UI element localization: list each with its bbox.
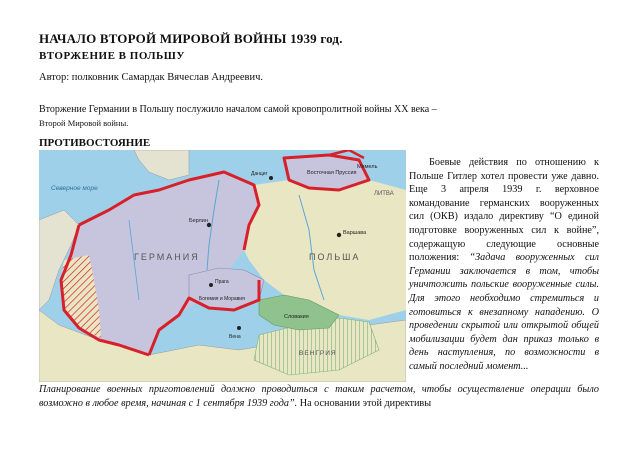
map-label-memel: Мемель	[357, 164, 378, 170]
map-label-berlin: Берлин	[189, 218, 208, 224]
map-label-hungary: ВЕНГРИЯ	[299, 350, 337, 357]
map-label-prague: Прага	[215, 279, 229, 285]
document-subtitle: ВТОРЖЕНИЕ В ПОЛЬШУ	[39, 50, 185, 62]
map-label-bohemia: Богемия и Моравия	[199, 296, 245, 302]
column-paragraph	[409, 156, 599, 374]
city-marker-danzig	[269, 176, 273, 180]
section-title: ПРОТИВОСТОЯНИЕ	[39, 137, 151, 149]
bottom-paragraph	[39, 383, 599, 410]
city-marker-warsaw	[337, 233, 341, 237]
map-label-danzig: Данциг	[251, 171, 268, 177]
bottom-text-italic: Планирование военных приготовлений должно проводиться с таким расчетом, чтобы осуществление операции было возможно в любое время, начиная с 1 сентября 1939 года”.	[39, 384, 599, 409]
bottom-text-regular: На основании этой директивы	[297, 397, 432, 409]
city-marker-vienna	[237, 326, 241, 330]
map-label-warsaw: Варшава	[343, 230, 367, 236]
city-marker-prague	[209, 283, 213, 287]
author-line: Автор: полковник Самардак Вячеслав Андреевич.	[39, 72, 263, 83]
right-column-text	[409, 156, 599, 374]
map-label-poland: ПОЛЬША	[309, 252, 361, 262]
map-label-lithuania: ЛИТВА	[374, 191, 394, 197]
column-text-regular: Боевые действия по отношению к Польше Гитлер хотел провести уже давно. Еще 3 апреля 1939 г. верховное командование германских вооруженных сил (ОКВ) издало директиву “О единой подготовке вооруженных сил к войне”, содержащую следующие основные положения:	[409, 157, 599, 264]
document-title: НАЧАЛО ВТОРОЙ МИРОВОЙ ВОЙНЫ 1939 год.	[39, 31, 343, 46]
column-text-italic: “Задача вооруженных сил Германии заключается в том, чтобы уничтожить польские вооруженные силы. Для этого необходимо стремиться и готовиться к внезапному нападению. О проведении скрытой или открытой общей мобилизации будет дан приказ только в день наступления, по возможности в самый последний момент...	[409, 252, 599, 372]
map-label-prussia: Восточная Пруссия	[307, 170, 357, 176]
map-label-vienna: Вена	[229, 334, 241, 340]
map-label-slovakia: Словакия	[284, 314, 309, 320]
map-label-sea: Северное море	[51, 185, 98, 192]
historical-map	[39, 150, 406, 382]
intro-text-line1: Вторжение Германии в Польшу послужило началом самой кровопролитной войны XX века –	[39, 104, 437, 115]
map-label-germany: ГЕРМАНИЯ	[134, 252, 200, 262]
intro-text-line2: Второй Мировой войны.	[39, 118, 129, 128]
